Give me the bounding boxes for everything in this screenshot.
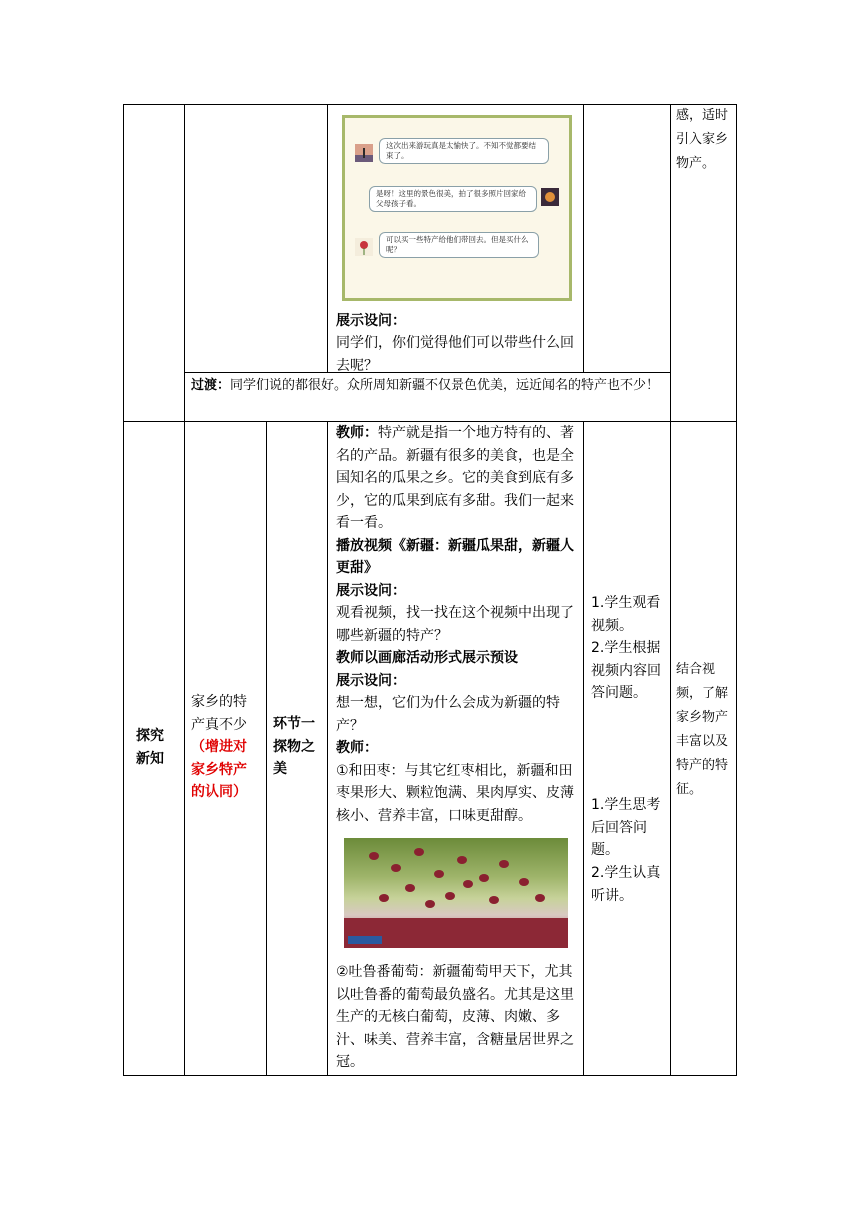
link-label: 环节一探物之美 — [273, 716, 315, 777]
table-right-border — [736, 104, 737, 1076]
display-heading: 展示设问： — [336, 672, 406, 689]
design-intent-text: 感，适时引入家乡物产。 — [676, 108, 729, 171]
grape-description: ②吐鲁番葡萄：新疆葡萄甲天下，尤其以吐鲁番的葡萄最负盛名。尤其是这里生产的无核白葡萄，皮薄、肉嫩、多汁、味美、营养丰富，含糖量居世界之冠。 — [336, 964, 574, 1070]
table-left-border — [123, 104, 124, 1076]
table-top-border — [123, 104, 737, 105]
gallery-activity: 教师以画廊活动形式展示预设 — [336, 650, 518, 666]
transition-label: 过渡： — [191, 378, 231, 393]
red-dates-photo — [344, 838, 568, 948]
topic-goal: （增进对家乡特产的认同） — [191, 739, 247, 800]
column-line — [583, 104, 584, 372]
chat-bubble: 这次出来游玩真是太愉快了。不知不觉都要结束了。 — [379, 138, 549, 164]
table-bottom-border — [123, 1075, 737, 1076]
dialogue-image — [342, 115, 572, 301]
column-line — [327, 104, 328, 372]
transition-body: 同学们说的都很好。众所周知新疆不仅景色优美，远近闻名的特产也不少！ — [230, 378, 660, 393]
teacher-intro — [336, 422, 580, 535]
transition-text — [191, 374, 666, 398]
stage-label: 探究新知 — [136, 728, 164, 767]
sunset-avatar-icon — [541, 188, 559, 206]
topic-title: 家乡的特产真不少 — [191, 694, 247, 733]
sunset-avatar-icon — [355, 144, 373, 162]
chat-bubble: 是呀！这里的景色很美，拍了很多照片回家给父母孩子看。 — [369, 186, 537, 212]
teacher-intro-text: 特产就是指一个地方特有的、著名的产品。新疆有很多的美食，也是全国知名的瓜果之乡。它的美食到底有多少，它的瓜果到底有多甜。我们一起来看一看。 — [336, 425, 574, 531]
display-question: 同学们，你们觉得他们可以带些什么回去呢？ — [336, 335, 574, 374]
jujube-description: ①和田枣：与其它红枣相比，新疆和田枣果形大、颗粒饱满、果肉厚实、皮薄核小、营养丰富，口味更甜醇。 — [336, 762, 574, 824]
red-dates-illustration — [344, 838, 568, 948]
column-line — [670, 104, 671, 1076]
student-activity-3: 1.学生思考后回答问题。 — [591, 797, 661, 858]
student-activity-4: 2.学生认真听讲。 — [591, 865, 661, 904]
design-intent-text: 结合视频，了解家乡物产丰富以及特产的特征。 — [676, 662, 729, 797]
display-question: 想一想，它们为什么会成为新疆的特产？ — [336, 695, 560, 734]
display-heading: 展示设问： — [336, 582, 406, 599]
teacher-activities — [336, 422, 580, 827]
video-title: 播放视频《新疆：新疆瓜果甜，新疆人更甜》 — [336, 537, 574, 576]
column-line — [327, 421, 328, 1076]
flower-avatar-icon — [355, 238, 373, 256]
student-activity-1: 1.学生观看视频。 — [591, 595, 661, 634]
column-line — [184, 104, 185, 1076]
student-activity-2: 2.学生根据视频内容回答问题。 — [591, 640, 661, 701]
topic-cell — [191, 691, 259, 804]
column-line — [266, 421, 267, 1076]
display-heading: 展示设问： — [336, 313, 406, 329]
column-line — [583, 421, 584, 1076]
display-question: 观看视频，找一找在这个视频中出现了哪些新疆的特产？ — [336, 605, 574, 644]
chat-bubble: 可以买一些特产给他们带回去。但是买什么呢？ — [379, 232, 539, 258]
teacher-label: 教师： — [336, 425, 378, 441]
teacher-label: 教师： — [336, 740, 378, 756]
